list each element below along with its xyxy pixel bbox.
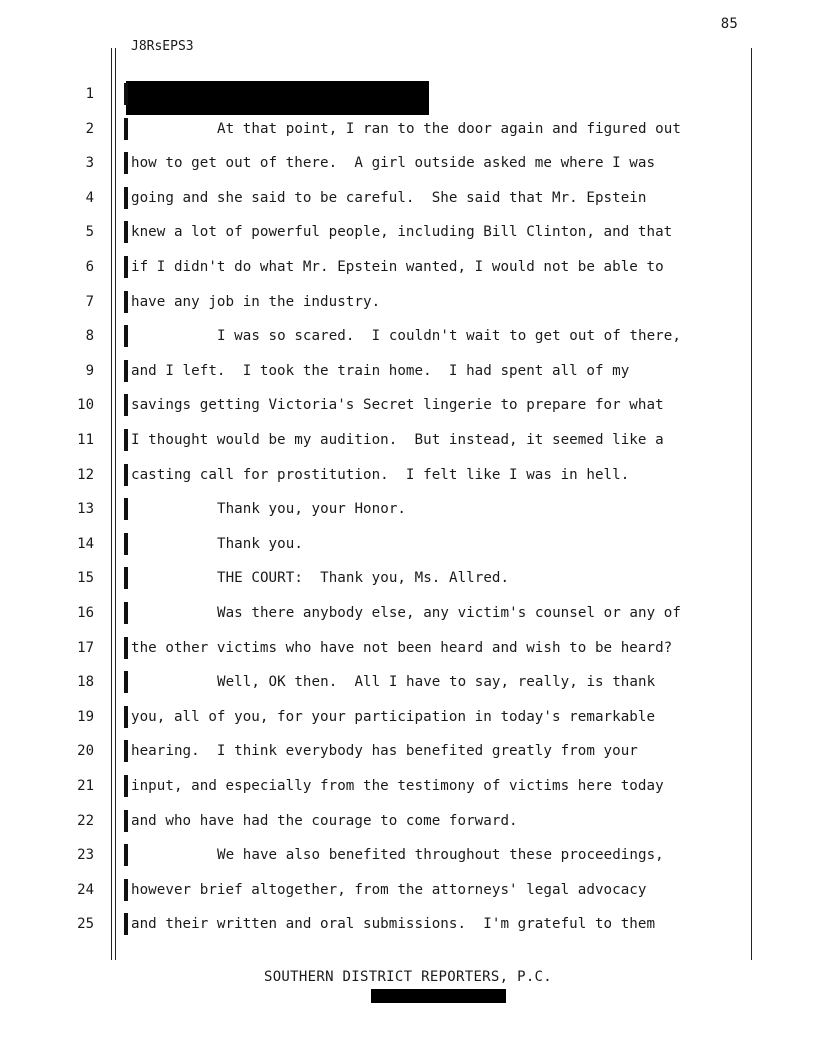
line-number: 13: [77, 501, 94, 518]
line-number: 25: [77, 916, 94, 933]
line-number: 5: [85, 224, 94, 241]
transcript-line: [0, 562, 816, 597]
line-number: 4: [85, 189, 94, 206]
line-margin-bar: [124, 913, 128, 935]
line-number: 7: [85, 293, 94, 310]
line-number: 23: [77, 847, 94, 864]
transcript-line: [0, 874, 816, 909]
line-margin-bar: [124, 118, 128, 140]
line-number: 6: [85, 259, 94, 275]
transcript-line: [0, 389, 816, 424]
line-number: 16: [77, 605, 94, 621]
line-margin-bar: [124, 602, 128, 624]
transcript-line: [0, 666, 816, 701]
transcript-line: [0, 908, 816, 943]
line-text: At that point, I ran to the door again and figured out: [217, 120, 681, 137]
line-number: 15: [77, 570, 94, 587]
transcript-line: [0, 147, 816, 182]
line-margin-bar: [124, 533, 128, 555]
line-text: Thank you, your Honor.: [217, 501, 407, 518]
line-number: 11: [77, 432, 94, 448]
line-margin-bar: [124, 637, 128, 659]
line-text: have any job in the industry.: [131, 293, 381, 310]
line-number: 9: [85, 362, 94, 379]
line-number: 24: [77, 881, 94, 898]
line-margin-bar: [124, 187, 128, 209]
line-text: going and she said to be careful. She said that Mr. Epstein: [131, 189, 647, 206]
transcript-line: [0, 701, 816, 736]
transcript-line: [0, 216, 816, 251]
transcript-line: [0, 78, 816, 113]
transcript-line: [0, 770, 816, 805]
line-number: 14: [77, 535, 94, 552]
line-text: if I didn't do what Mr. Epstein wanted, I would not be able to: [131, 259, 664, 275]
line-margin-bar: [124, 360, 128, 382]
line-text: knew a lot of powerful people, including Bill Clinton, and that: [131, 224, 673, 241]
line-text: how to get out of there. A girl outside asked me where I was: [131, 155, 656, 172]
line-text: Was there anybody else, any victim's counsel or any of: [217, 605, 681, 621]
line-number: 10: [77, 397, 94, 414]
line-number: 12: [77, 466, 94, 483]
transcript-line: [0, 251, 816, 286]
transcript-line: [0, 632, 816, 667]
line-text: and who have had the courage to come forward.: [131, 812, 518, 829]
line-text: hearing. I think everybody has benefited greatly from your: [131, 743, 638, 760]
line-number: 17: [77, 639, 94, 656]
line-margin-bar: [124, 152, 128, 174]
transcript-line: [0, 839, 816, 874]
line-text: Well, OK then. All I have to say, really, is thank: [217, 674, 656, 691]
line-text: casting call for prostitution. I felt like I was in hell.: [131, 466, 630, 483]
line-text: you, all of you, for your participation in today's remarkable: [131, 708, 656, 725]
line-number: 8: [85, 328, 94, 345]
line-text: input, and especially from the testimony of victims here today: [131, 778, 664, 794]
transcript-line: [0, 805, 816, 840]
line-margin-bar: [124, 879, 128, 901]
line-margin-bar: [124, 706, 128, 728]
line-number: 1: [85, 86, 94, 102]
transcript-line: [0, 320, 816, 355]
transcript-line: [0, 459, 816, 494]
transcript-line: [0, 493, 816, 528]
line-number: 19: [77, 708, 94, 725]
line-margin-bar: [124, 567, 128, 589]
line-number: 3: [85, 155, 94, 172]
line-text: I was so scared. I couldn't wait to get out of there,: [217, 328, 681, 345]
document-id: J8RsEPS3: [131, 39, 194, 54]
line-margin-bar: [124, 671, 128, 693]
line-number: 21: [77, 778, 94, 794]
transcript-line: [0, 735, 816, 770]
footer-reporter: SOUTHERN DISTRICT REPORTERS, P.C.: [263, 969, 553, 985]
page-number: 85: [720, 16, 738, 32]
line-margin-bar: [124, 256, 128, 278]
line-text: and their written and oral submissions. I'm grateful to them: [131, 916, 656, 933]
line-number: 22: [77, 812, 94, 829]
line-margin-bar: [124, 429, 128, 451]
line-margin-bar: [124, 221, 128, 243]
line-text: and I left. I took the train home. I had spent all of my: [131, 362, 630, 379]
line-text: I thought would be my audition. But instead, it seemed like a: [131, 432, 664, 448]
transcript-line: [0, 355, 816, 390]
line-number: 2: [85, 120, 94, 137]
line-margin-bar: [124, 394, 128, 416]
line-margin-bar: [124, 844, 128, 866]
line-margin-bar: [124, 810, 128, 832]
transcript-line: [0, 182, 816, 217]
transcript-line: [0, 286, 816, 321]
line-text: Thank you.: [217, 535, 303, 552]
line-margin-bar: [124, 498, 128, 520]
line-number: 18: [77, 674, 94, 691]
line-text: however brief altogether, from the attorneys' legal advocacy: [131, 881, 647, 898]
transcript-line: [0, 424, 816, 459]
line-margin-bar: [124, 291, 128, 313]
transcript-line: [0, 528, 816, 563]
line-margin-bar: [124, 740, 128, 762]
line-text: the other victims who have not been heard and wish to be heard?: [131, 639, 673, 656]
line-text: We have also benefited throughout these proceedings,: [217, 847, 664, 864]
transcript-line: [0, 597, 816, 632]
line-text: THE COURT: Thank you, Ms. Allred.: [217, 570, 510, 587]
redaction-block-footer: [371, 989, 506, 1003]
line-margin-bar: [124, 325, 128, 347]
line-margin-bar: [124, 775, 128, 797]
transcript-line: [0, 113, 816, 148]
line-margin-bar: [124, 464, 128, 486]
line-margin-bar: [124, 83, 128, 105]
line-text: savings getting Victoria's Secret lingerie to prepare for what: [131, 397, 664, 414]
line-number: 20: [77, 743, 94, 760]
